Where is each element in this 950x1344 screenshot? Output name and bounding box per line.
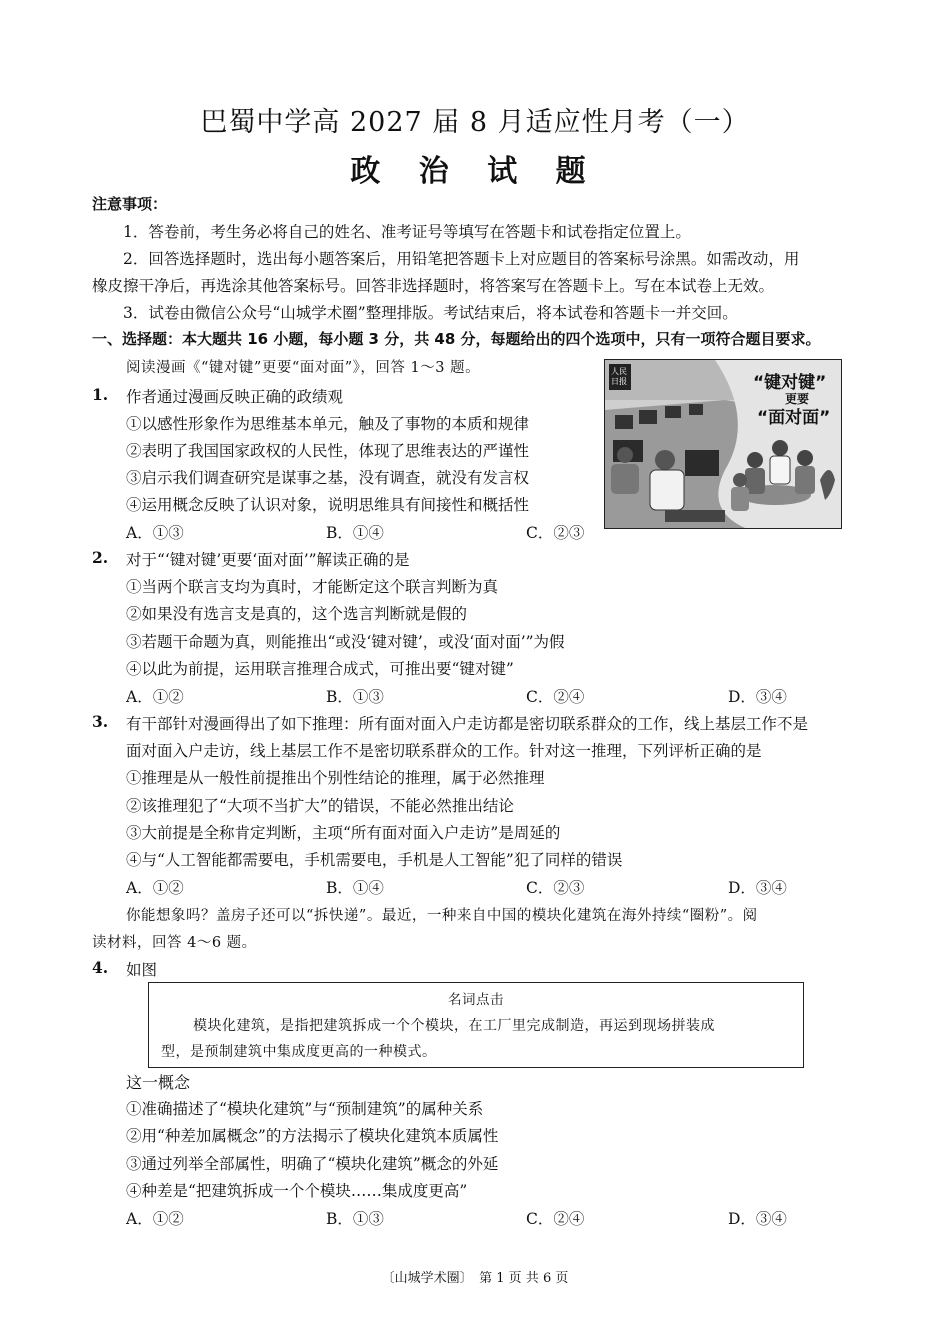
q1-option-a: A．①③ — [126, 524, 184, 542]
section-intro: 阅读漫画《“键对键”更要“面对面”》，回答 1～3 题。 — [126, 360, 481, 376]
q4-option-a: A．①② — [126, 1210, 184, 1228]
q3-stem-1: 有干部针对漫画得出了如下推理：所有面对面入户走访都是密切联系群众的工作，线上基层工作不是 — [126, 715, 809, 733]
q4-statement-1: ①准确描述了“模块化建筑”与“预制建筑”的属种关系 — [126, 1100, 484, 1118]
q2-stem: 对于“‘键对键’更要‘面对面’”解读正确的是 — [126, 551, 410, 569]
definition-line-1: 模块化建筑，是指把建筑拆成一个个模块，在工厂里完成制造，再运到现场拼装成 — [193, 1018, 715, 1034]
definition-box-title: 名词点击 — [448, 992, 504, 1008]
q3-statement-2: ②该推理犯了“大项不当扩大”的错误，不能必然推出结论 — [126, 797, 514, 815]
notes-heading: 注意事项： — [92, 195, 168, 213]
q3-stem-2: 面对面入户走访，线上基层工作不是密切联系群众的工作。针对这一推理，下列评析正确的是 — [126, 742, 762, 760]
q3-option-b: B．①④ — [326, 879, 384, 897]
q2-option-a: A．①② — [126, 688, 184, 706]
exam-title: 巴蜀中学高 2027 届 8 月适应性月考（一） — [200, 107, 750, 138]
q2-statement-2: ②如果没有选言支是真的，这个选言判断就是假的 — [126, 605, 468, 623]
note-2a: 2．回答选择题时，选出每小题答案后，用铅笔把答题卡上对应题目的答案标号涂黑。如需改动，用 — [123, 250, 800, 268]
q3-number: 3. — [92, 712, 109, 731]
material-line-1: 你能想象吗？盖房子还可以“拆快递”。最近，一种来自中国的模块化建筑在海外持续“圈粉”。阅 — [126, 908, 758, 924]
q1-stem: 作者通过漫画反映正确的政绩观 — [126, 388, 344, 406]
definition-line-2: 型，是预制建筑中集成度更高的一种模式。 — [161, 1044, 437, 1060]
note-3: 3．试卷由微信公众号“山城学术圈”整理排版。考试结束后，将本试卷和答题卡一并交回。 — [123, 304, 738, 322]
q4-stem: 如图 — [126, 961, 158, 979]
q4-statement-2: ②用“种差加属概念”的方法揭示了模块化建筑本质属性 — [126, 1127, 499, 1145]
q1-statement-3: ③启示我们调查研究是谋事之基，没有调查，就没有发言权 — [126, 469, 530, 487]
q2-option-c: C．②④ — [526, 688, 585, 706]
q3-statement-1: ①推理是从一般性前提推出个别性结论的推理，属于必然推理 — [126, 769, 545, 787]
q3-statement-4: ④与“人工智能都需要电，手机需要电，手机是人工智能”犯了同样的错误 — [126, 851, 623, 869]
q1-option-c: C．②③ — [526, 524, 585, 542]
q3-option-c: C．②③ — [526, 879, 585, 897]
comic-caption-2: 更要 — [785, 392, 810, 406]
subject-title: 政 治 试 题 — [350, 154, 600, 189]
q4-statement-4: ④种差是“把建筑拆成一个个模块……集成度更高” — [126, 1182, 468, 1200]
q1-statement-2: ②表明了我国国家政权的人民性，体现了思维表达的严谨性 — [126, 442, 530, 460]
note-2b: 橡皮擦干净后，再选涂其他答案标号。回答非选择题时，将答案写在答题卡上。写在本试卷上无效。 — [92, 277, 775, 295]
definition-box — [148, 982, 804, 1068]
q3-option-a: A．①② — [126, 879, 184, 897]
q4-option-d: D．③④ — [728, 1210, 787, 1228]
q1-statement-4: ④运用概念反映了认识对象，说明思维具有间接性和概括性 — [126, 496, 530, 514]
q1-number: 1. — [92, 385, 109, 404]
q3-option-d: D．③④ — [728, 879, 787, 897]
q4-stem-2: 这一概念 — [126, 1073, 191, 1092]
page-footer: 〔山城学术圈〕 第 1 页 共 6 页 — [381, 1271, 569, 1286]
q2-statement-3: ③若题干命题为真，则能推出“或没‘键对键’，或没‘面对面’”为假 — [126, 633, 565, 651]
q1-statement-1: ①以感性形象作为思维基本单元，触及了事物的本质和规律 — [126, 415, 530, 433]
q4-number: 4. — [92, 958, 109, 977]
q1-option-b: B．①④ — [326, 524, 384, 542]
section-heading: 一、选择题：本大题共 16 小题，每小题 3 分，共 48 分，每题给出的四个选项中，只有一项符合题目要求。 — [92, 330, 821, 348]
comic-caption-1: “键对键” — [753, 373, 827, 393]
q2-statement-1: ①当两个联言支均为真时，才能断定这个联言判断为真 — [126, 578, 499, 596]
material-line-2: 读材料，回答 4～6 题。 — [92, 935, 257, 951]
q2-number: 2. — [92, 548, 109, 567]
q3-statement-3: ③大前提是全称肯定判断，主项“所有面对面入户走访”是周延的 — [126, 824, 561, 842]
comic-image — [604, 359, 842, 529]
note-1: 1．答卷前，考生务必将自己的姓名、准考证号等填写在答题卡和试卷指定位置上。 — [123, 223, 691, 241]
comic-caption-3: “面对面” — [757, 408, 831, 428]
q2-option-b: B．①③ — [326, 688, 384, 706]
q4-statement-3: ③通过列举全部属性，明确了“模块化建筑”概念的外延 — [126, 1155, 499, 1173]
comic-logo: 人民日报 — [611, 367, 627, 386]
q2-option-d: D．③④ — [728, 688, 787, 706]
q2-statement-4: ④以此为前提，运用联言推理合成式，可推出要“键对键” — [126, 660, 514, 678]
q4-option-c: C．②④ — [526, 1210, 585, 1228]
q4-option-b: B．①③ — [326, 1210, 384, 1228]
